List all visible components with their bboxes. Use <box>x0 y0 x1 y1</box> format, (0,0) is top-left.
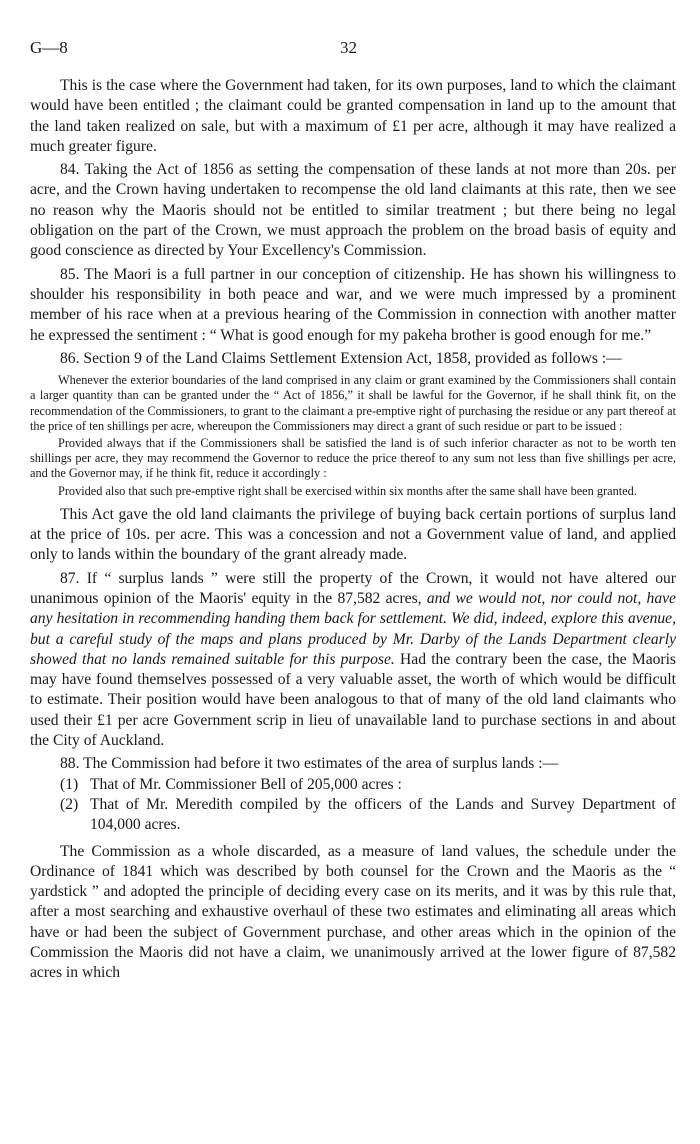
paragraph-87-italic: and we would not, nor could not, have any hesitation in recommending handing them back for settlement. We did, indeed, explore this avenue, but a careful study of the maps and plans produced by Mr. Darby of the Lands Department clearly showed that no lands remained suitable for this purpose. <box>30 589 676 668</box>
quoted-proviso-2: Provided also that such pre-emptive right shall be exercised within six months after the same shall have been granted. <box>58 483 637 498</box>
list-item-label: (1) <box>60 775 79 793</box>
paragraph-84: 84. Taking the Act of 1856 as setting the compensation of these lands at not more than 20s. per acre, and the Crown having undertaken to recompense the old land claimants at this rate, then we see no reason why the Maoris should not be entitled to similar treatment ; but there being no legal obligation on the part of the Crown, we must approach the problem on the broad basis of equity and good conscience as directed by Your Excellency's Commission. <box>30 161 676 260</box>
paragraph-88-commentary: The Commission as a whole discarded, as a measure of land values, the schedule under the Ordinance of 1841 which was described by both counsel for the Crown and the Maoris as the “ yardstick ” and adopted the principle of deciding every case on its merits, and it was by this rule that, after a most searching and exhaustive overhaul of these two estimates and eliminating all areas which have or had been the subject of Government purchase, and other areas which in the opinion of the Commission the Maoris did not have a claim, we unanimously arrived at the lower figure of 87,582 acres in which <box>30 842 676 982</box>
page-header <box>30 38 670 58</box>
paragraph-87-rest: Had the contrary been the case, the Maoris may have found themselves possessed of a very valuable asset, the worth of which would be difficult to estimate. Their position would have been analogous to that of many of the old land claimants who used their £1 per acre Government scrip in lieu of unavailable land to purchase sections in and about the City of Auckland. <box>30 650 677 750</box>
paragraph-86-commentary: This Act gave the old land claimants the privilege of buying back certain portions of surplus land at the price of 10s. per acre. This was a concession and not a Government value of land, and applied only to lands within the boundary of the grant already made. <box>30 505 676 564</box>
list-item <box>60 795 676 836</box>
document-body <box>30 76 676 984</box>
list-item-label: (2) <box>60 795 79 813</box>
paragraph-87-intro: 87. If “ surplus lands ” were still the property of the Crown, it would not have altered our unanimous opinion of the Maoris' equity in the 87,582 acres, <box>30 569 676 607</box>
paragraph-86: 86. Section 9 of the Land Claims Settlement Extension Act, 1858, provided as follows :— <box>60 349 622 367</box>
document-reference: G—8 <box>30 38 68 57</box>
list-item-text: That of Mr. Commissioner Bell of 205,000 acres : <box>90 775 402 793</box>
paragraph-continuation: This is the case where the Government had taken, for its own purposes, land to which the claimant would have been entitled ; the claimant could be granted compensation in land up to the amount that the land taken realized on sale, but with a maximum of £1 per acre, although it may have realized a much greater figure. <box>30 77 676 155</box>
list-item <box>60 775 676 795</box>
list-item-text: That of Mr. Meredith compiled by the officers of the Lands and Survey Department of 104,000 acres. <box>90 795 676 834</box>
paragraph-87 <box>30 569 676 752</box>
quoted-section-9: Whenever the exterior boundaries of the land comprised in any claim or grant examined by the Commissioners shall contain a larger quantity than can be granted under the “ Act of 1856,” it shall be lawful for the Governor, if he shall think fit, on the recommendation of the Commissioners, to grant to the claimant a pre-emptive right of purchasing the residue or any part thereof at the price of ten shillings per acre, whereupon the Commissioners may direct a grant of such residue or part to be issued : <box>30 373 676 433</box>
paragraph-85: 85. The Maori is a full partner in our conception of citizenship. He has shown his willingness to shoulder his responsibility in both peace and war, and we were much impressed by a prominent member of his race when at a previous hearing of the Commission in connection with another matter he expressed the sentiment : “ What is good enough for my pakeha brother is good enough for me.” <box>30 265 676 344</box>
paragraph-88: 88. The Commission had before it two estimates of the area of surplus lands :— <box>60 755 559 773</box>
page-number: 32 <box>340 38 357 57</box>
quoted-proviso-1: Provided always that if the Commissioners shall be satisfied the land is of such inferior character as not to be worth ten shillings per acre, they may recommend the Governor to reduce the price thereof to any sum not less than five shillings per acre, and the Governor may, if he think fit, reduce it accordingly : <box>30 435 676 481</box>
